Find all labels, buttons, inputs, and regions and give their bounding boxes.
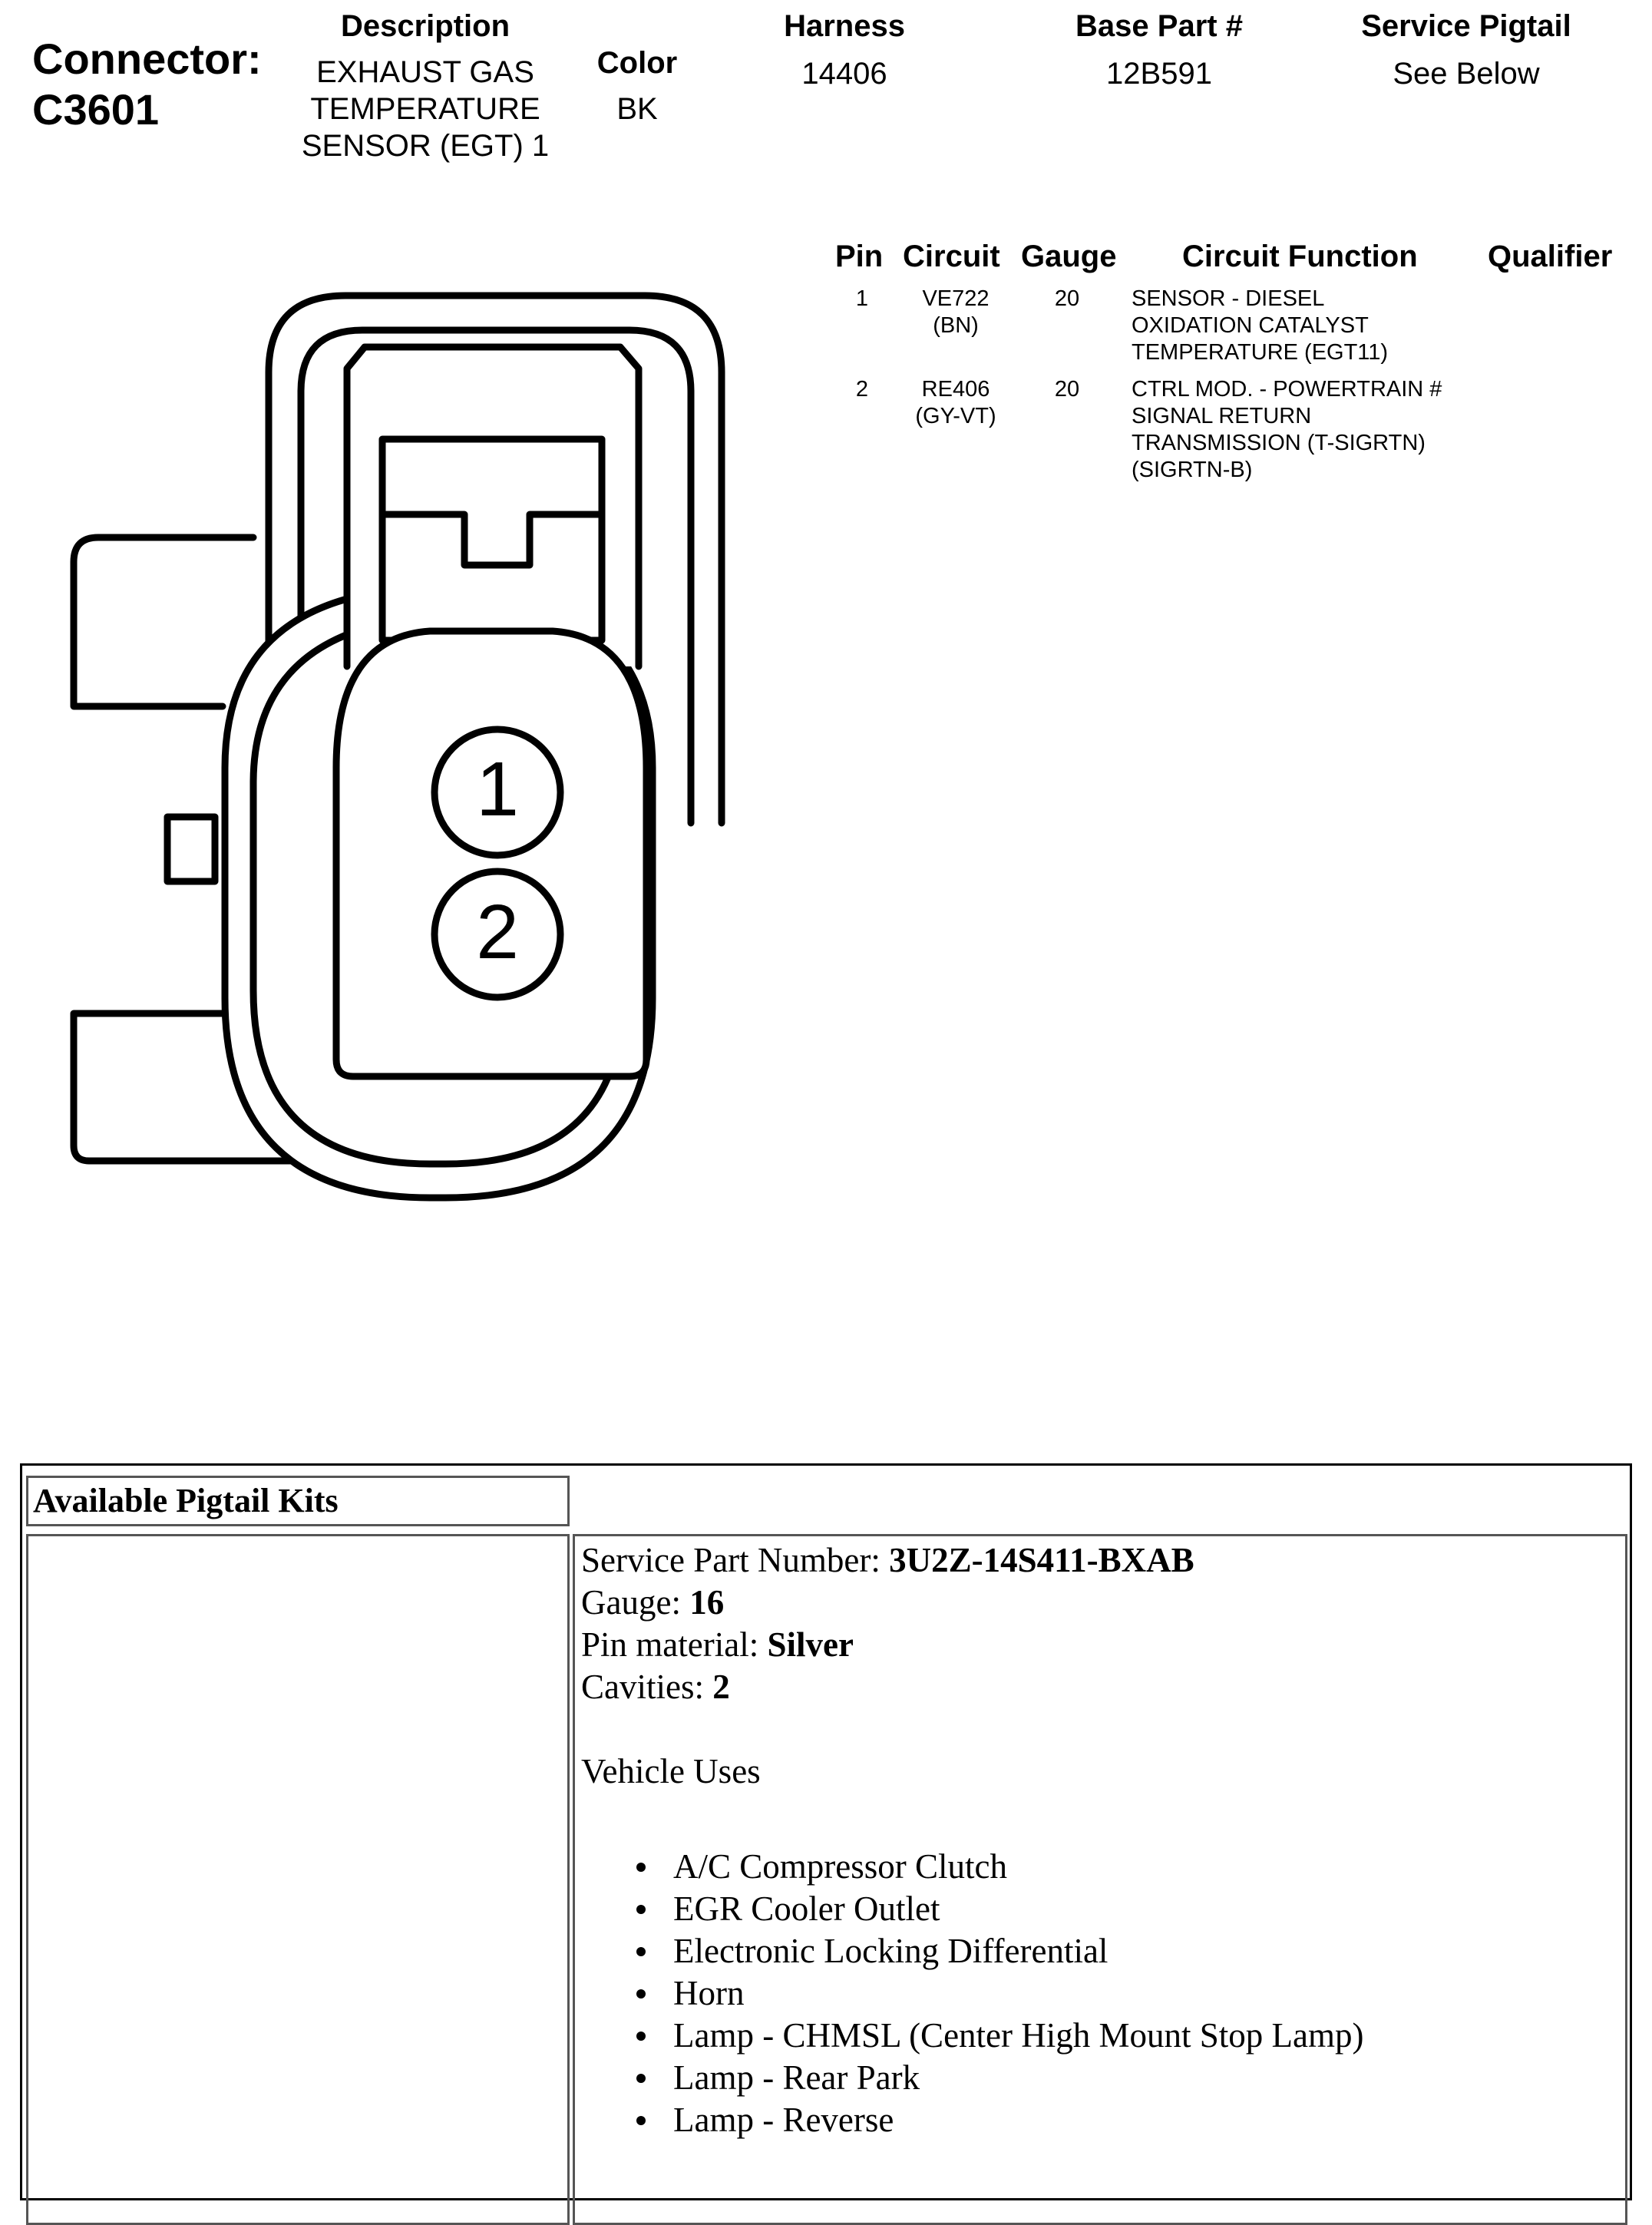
gauge-col-header: Gauge <box>1021 240 1117 273</box>
cavities-label: Cavities: <box>581 1668 713 1706</box>
service-part-value: 3U2Z-14S411-BXAB <box>889 1541 1194 1579</box>
gauge-value: 16 <box>689 1583 725 1622</box>
color-value: BK <box>616 92 658 126</box>
bullet-icon <box>636 2116 646 2125</box>
circuit-line: (GY-VT) <box>915 404 996 428</box>
base-part-value: 12B591 <box>1106 57 1212 91</box>
function-line: (SIGRTN-B) <box>1132 458 1253 482</box>
bullet-icon <box>636 1905 646 1914</box>
gauge-label: Gauge: <box>581 1583 690 1622</box>
function-line: SENSOR - DIESEL <box>1132 286 1325 311</box>
function-col-header: Circuit Function <box>1182 240 1418 273</box>
connector-label: Connector: <box>32 35 262 83</box>
list-item <box>636 1888 1364 1930</box>
cavities-line <box>581 1666 1619 1708</box>
color-header: Color <box>596 46 678 80</box>
pin-function <box>1132 286 1485 366</box>
vehicle-use-text: Lamp - Rear Park <box>673 2058 920 2097</box>
service-part-line <box>581 1539 1619 1582</box>
description-header: Description <box>340 9 510 43</box>
pin-circuit <box>890 376 1021 430</box>
vehicle-use-text: EGR Cooler Outlet <box>673 1889 940 1928</box>
list-item <box>636 1972 1364 2015</box>
connector-title <box>32 34 262 135</box>
connector-face-diagram <box>0 276 814 1228</box>
pin-col-header: Pin <box>835 240 884 273</box>
description-line: EXHAUST GAS <box>316 55 534 89</box>
pin-2-label: 2 <box>476 889 519 975</box>
pin-number: 2 <box>855 377 869 402</box>
pin-material-line <box>581 1624 1619 1666</box>
list-item <box>636 2099 1364 2141</box>
list-item <box>636 2015 1364 2057</box>
description-value <box>272 54 579 164</box>
harness-value: 14406 <box>801 57 887 91</box>
function-line: OXIDATION CATALYST <box>1132 313 1369 338</box>
service-pigtail-value: See Below <box>1393 57 1540 91</box>
vehicle-use-text: Horn <box>673 1974 745 2012</box>
pigtail-kits-title: Available Pigtail Kits <box>26 1476 570 1526</box>
bullet-icon <box>636 2032 646 2041</box>
vehicle-use-text: Electronic Locking Differential <box>673 1932 1108 1970</box>
function-line: CTRL MOD. - POWERTRAIN # <box>1132 377 1442 402</box>
pin-function <box>1132 376 1485 484</box>
list-item <box>636 1930 1364 1972</box>
pigtail-image-cell <box>26 1534 570 2225</box>
cavities-value: 2 <box>712 1668 730 1706</box>
pin-gauge: 20 <box>1054 286 1080 311</box>
function-line: TRANSMISSION (T-SIGRTN) <box>1132 431 1426 455</box>
bullet-icon <box>636 1863 646 1872</box>
vehicle-use-text: Lamp - CHMSL (Center High Mount Stop Lamp) <box>673 2016 1364 2055</box>
service-part-label: Service Part Number: <box>581 1541 890 1579</box>
vehicle-uses-list <box>636 1846 1364 2141</box>
pin-material-label: Pin material: <box>581 1625 768 1664</box>
latch-window <box>382 439 602 640</box>
vehicle-use-text: A/C Compressor Clutch <box>673 1847 1007 1886</box>
vehicle-uses-label: Vehicle Uses <box>581 1752 761 1790</box>
bullet-icon <box>636 1989 646 1999</box>
pin-circuit <box>890 286 1021 339</box>
pin-material-value: Silver <box>767 1625 854 1664</box>
bullet-icon <box>636 2074 646 2083</box>
function-line: SIGNAL RETURN <box>1132 404 1312 428</box>
circuit-line: (BN) <box>933 313 979 338</box>
pin-gauge: 20 <box>1054 377 1080 402</box>
service-pigtail-header: Service Pigtail <box>1361 9 1571 43</box>
bullet-icon <box>636 1947 646 1956</box>
circuit-line: VE722 <box>922 286 990 311</box>
upper-side-tab <box>74 537 253 706</box>
base-part-header: Base Part # <box>1075 9 1243 43</box>
mid-side-key <box>167 817 215 881</box>
harness-header: Harness <box>784 9 905 43</box>
vehicle-use-text: Lamp - Reverse <box>673 2101 894 2139</box>
circuit-col-header: Circuit <box>903 240 1000 273</box>
gauge-line <box>581 1582 1619 1624</box>
list-item <box>636 2057 1364 2099</box>
pigtail-details-cell <box>573 1534 1627 2225</box>
description-line: TEMPERATURE <box>310 92 540 126</box>
pin-number: 1 <box>855 286 869 311</box>
description-line: SENSOR (EGT) 1 <box>301 129 550 163</box>
function-line: TEMPERATURE (EGT11) <box>1132 340 1389 365</box>
connector-id: C3601 <box>32 85 160 134</box>
circuit-line: RE406 <box>921 377 990 402</box>
qualifier-col-header: Qualifier <box>1488 240 1613 273</box>
pin-1-label: 1 <box>476 746 519 832</box>
list-item <box>636 1846 1364 1888</box>
